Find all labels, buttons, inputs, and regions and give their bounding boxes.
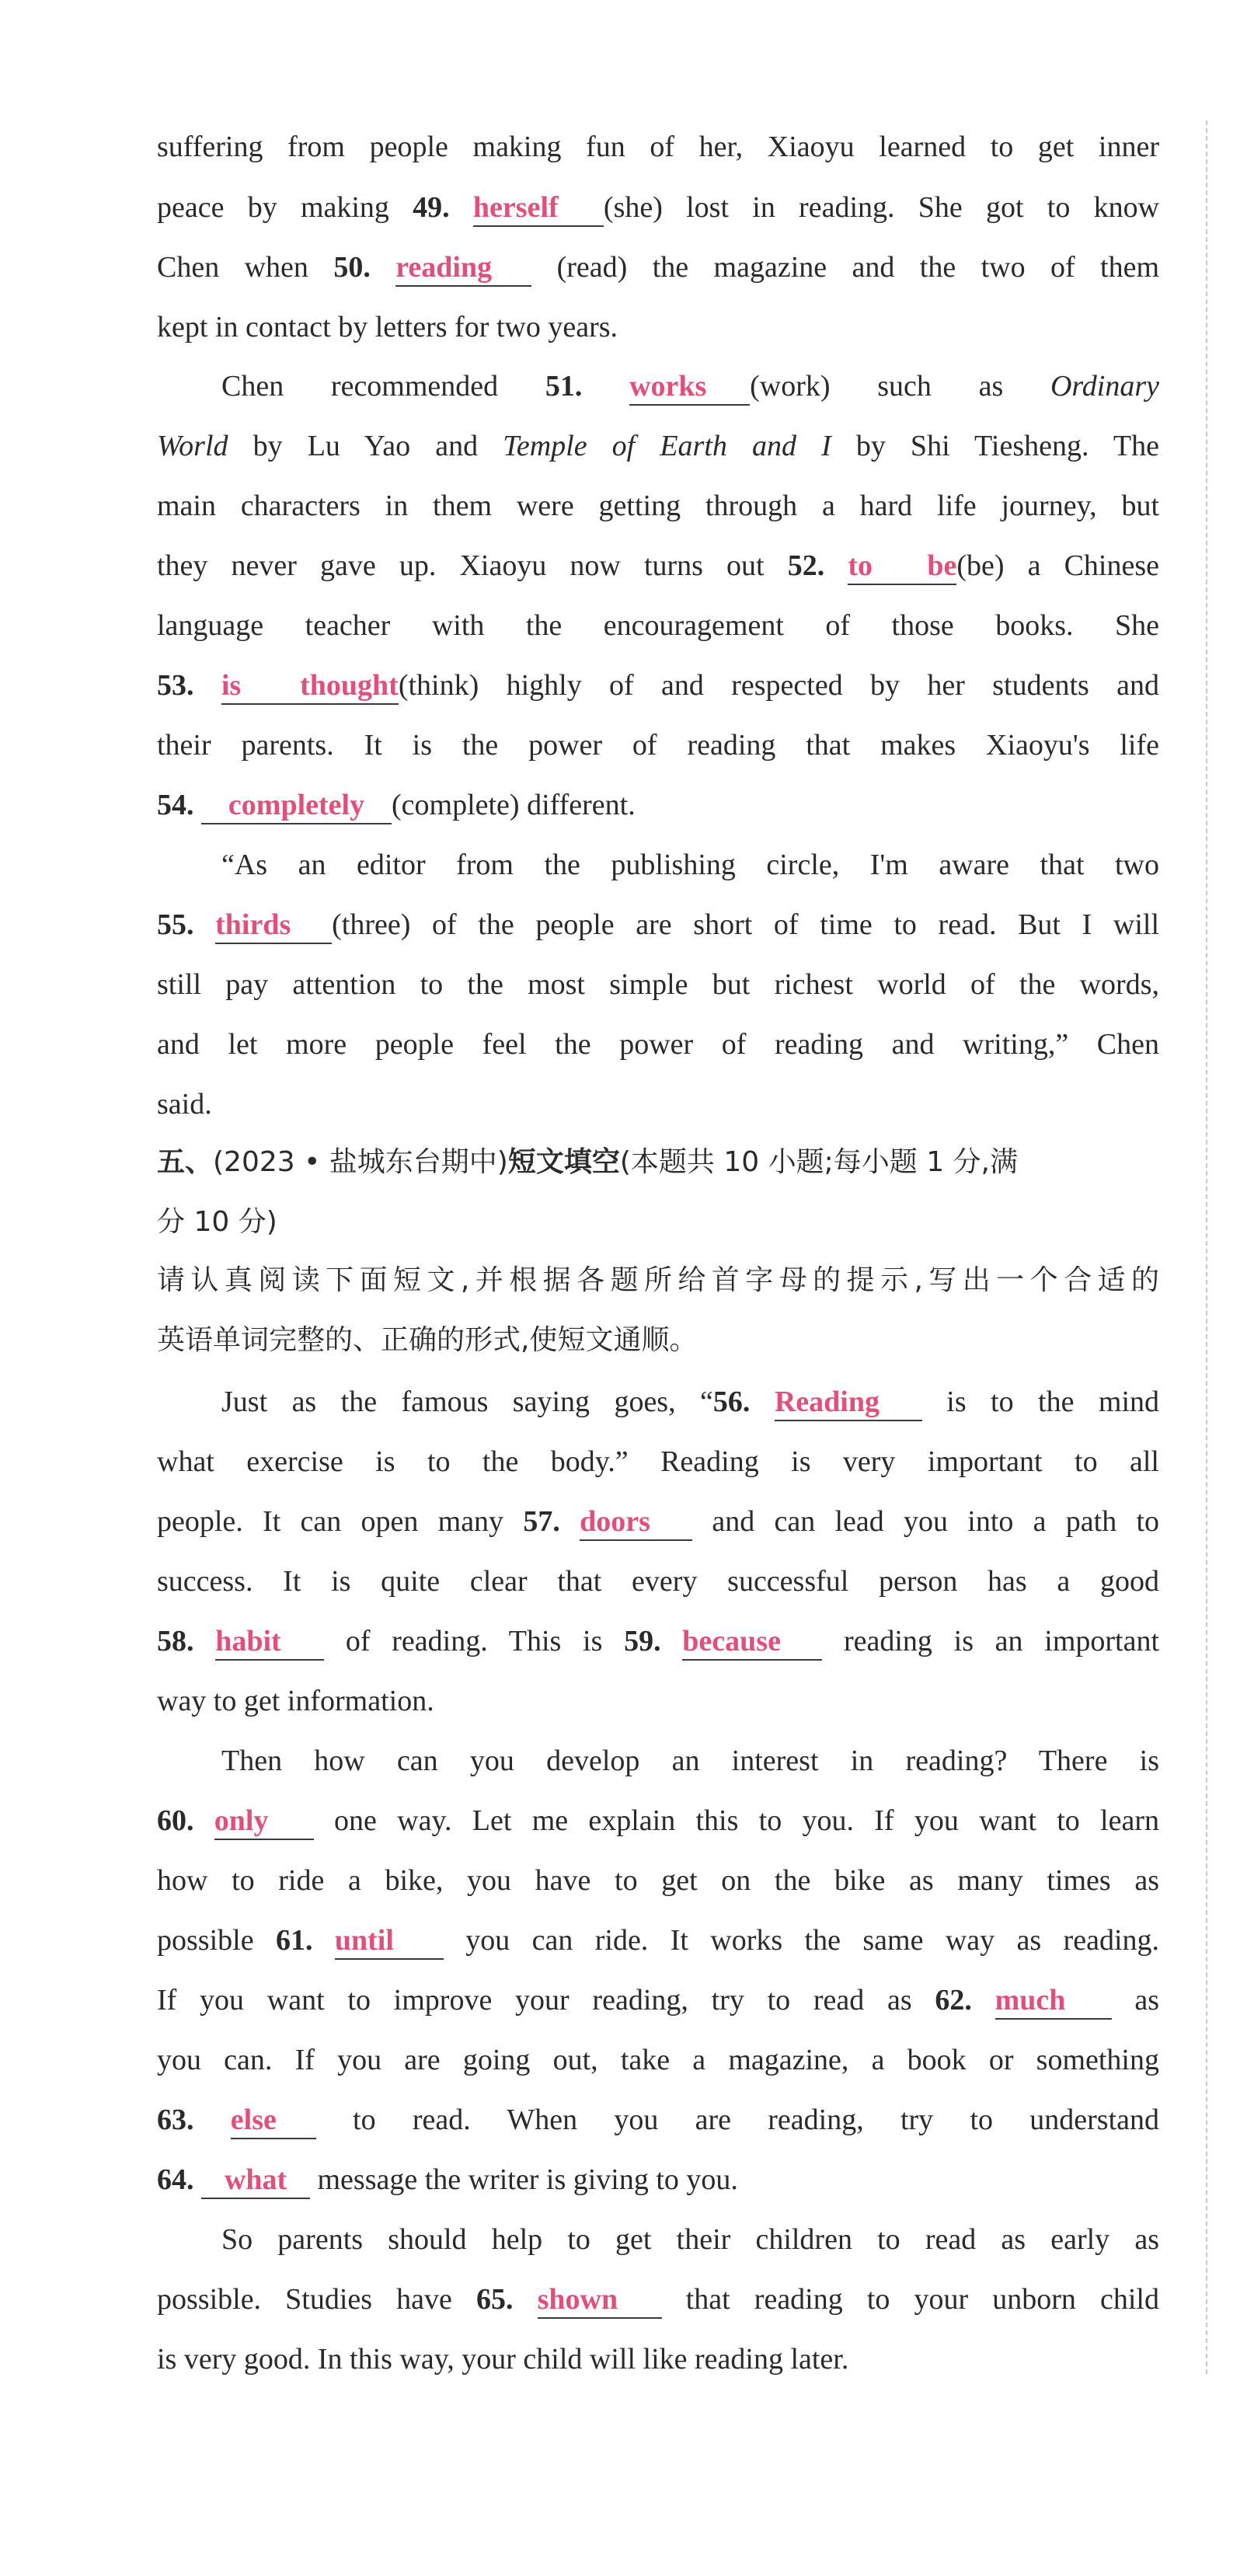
question-50-number: 50. [333,251,371,284]
p2-line1: Chen recommended 51. works (work) such as Ordinary [221,371,1159,406]
answer-51: works [629,371,750,406]
p2-line7: their parents. It is the power of reading that makes Xiaoyu's life [157,729,1159,762]
section-5-instruction-2: 英语单词完整的、正确的形式,使短文通顺。 [157,1324,698,1356]
p6-line2: possible. Studies have 65. shown that reading to your unborn child [157,2285,1159,2319]
answer-65: shown [538,2285,662,2319]
answer-50: reading [395,253,531,287]
p4-line1: Just as the famous saying goes, “56. Reading is to the mind [221,1387,1159,1421]
question-60-number: 60. [157,1804,194,1837]
section-5-title: 短文填空 [507,1146,620,1178]
question-64-number: 64. [157,2163,194,2196]
question-54-number: 54. [157,789,194,821]
p3-line3: still pay attention to the most simple but richest world of the words, [157,968,1159,1001]
section-5-header-cont: 分 10 分) [157,1206,277,1238]
answer-64: what [201,2165,310,2199]
p2-line5: language teacher with the encouragement of those books. She [157,609,1159,642]
p6-line1: So parents should help to get their children to read as early as [221,2223,1159,2256]
question-51-number: 51. [545,370,583,403]
section-5-number: 五、 [157,1146,214,1178]
p3-line1: “As an editor from the publishing circle, I'm aware that two [221,849,1159,881]
question-61-number: 61. [275,1924,313,1957]
question-55-number: 55. [157,908,194,941]
answer-62: much [995,1985,1112,2020]
p2-line4: they never gave up. Xiaoyu now turns out 52. to be(be) a Chinese [157,551,1159,585]
p5-line8: 64. what message the writer is giving to you. [157,2165,1159,2199]
answer-57: doors [580,1507,692,1541]
question-53-number: 53. [157,669,194,702]
answer-53: is thought [221,671,399,705]
answer-52: to be [848,551,956,585]
question-58-number: 58. [157,1625,194,1657]
p5-line4: possible 61. until you can ride. It works the same way as reading. [157,1926,1159,1960]
p6-line3: is very good. In this way, your child will like reading later. [157,2343,849,2376]
p2-line3: main characters in them were getting through a hard life journey, but [157,490,1159,522]
answer-59: because [682,1626,822,1661]
p5-line2: 60. only one way. Let me explain this to you. If you want to learn [157,1806,1159,1840]
binding-edge-line [1206,120,1207,2374]
p5-line6: you can. If you are going out, take a magazine, a book or something [157,2044,1159,2076]
p1-line4: kept in contact by letters for two years. [157,311,618,343]
p4-line6: way to get information. [157,1685,434,1717]
p4-line3: people. It can open many 57. doors and can lead you into a path to [157,1507,1159,1541]
question-65-number: 65. [476,2283,514,2316]
answer-55: thirds [215,910,332,944]
answer-49: herself [473,193,604,227]
section-5-instruction-1: 请认真阅读下面短文,并根据各题所给首字母的提示,写出一个合适的 [157,1264,1159,1296]
p4-line4: success. It is quite clear that every successful person has a good [157,1565,1159,1598]
question-59-number: 59. [624,1625,661,1657]
p5-line7: 63. else to read. When you are reading, try to understand [157,2105,1159,2139]
answer-54: completely [201,790,392,824]
p2-line8: 54. completely (complete) different. [157,790,1159,824]
p2-line6: 53. is thought(think) highly of and respected by her students and [157,671,1159,705]
p3-line4: and let more people feel the power of reading and writing,” Chen [157,1028,1159,1061]
question-52-number: 52. [787,549,825,582]
answer-63: else [231,2105,316,2139]
p1-line1: suffering from people making fun of her, Xiaoyu learned to get inner [157,131,1159,163]
p4-line2: what exercise is to the body.” Reading is very important to all [157,1445,1159,1478]
p4-line5: 58. habit of reading. This is 59. because reading is an important [157,1626,1159,1661]
answer-60: only [214,1806,314,1840]
p3-line5: said. [157,1088,212,1121]
question-57-number: 57. [523,1505,560,1538]
answer-56: Reading [775,1387,922,1421]
question-62-number: 62. [935,1984,972,2017]
question-49-number: 49. [413,191,450,224]
p1-line2: peace by making 49. herself (she) lost in reading. She got to know [157,193,1159,227]
p2-line2: World by Lu Yao and Temple of Earth and I by Shi Tiesheng. The [157,430,1159,462]
p5-line1: Then how can you develop an interest in reading? There is [221,1745,1159,1777]
answer-58: habit [215,1626,324,1661]
p5-line5: If you want to improve your reading, try to read as 62. much as [157,1985,1159,2020]
p5-line3: how to ride a bike, you have to get on the bike as many times as [157,1864,1159,1897]
p1-line3: Chen when 50. reading (read) the magazine and the two of them [157,253,1159,287]
answer-61: until [335,1926,444,1960]
section-5-header: 五、(2023 • 盐城东台期中)短文填空(本题共 10 小题;每小题 1 分,满 [157,1146,1018,1178]
p3-line2: 55. thirds (three) of the people are short of time to read. But I will [157,910,1159,944]
question-63-number: 63. [157,2104,194,2136]
question-56-number: 56. [712,1386,751,1418]
